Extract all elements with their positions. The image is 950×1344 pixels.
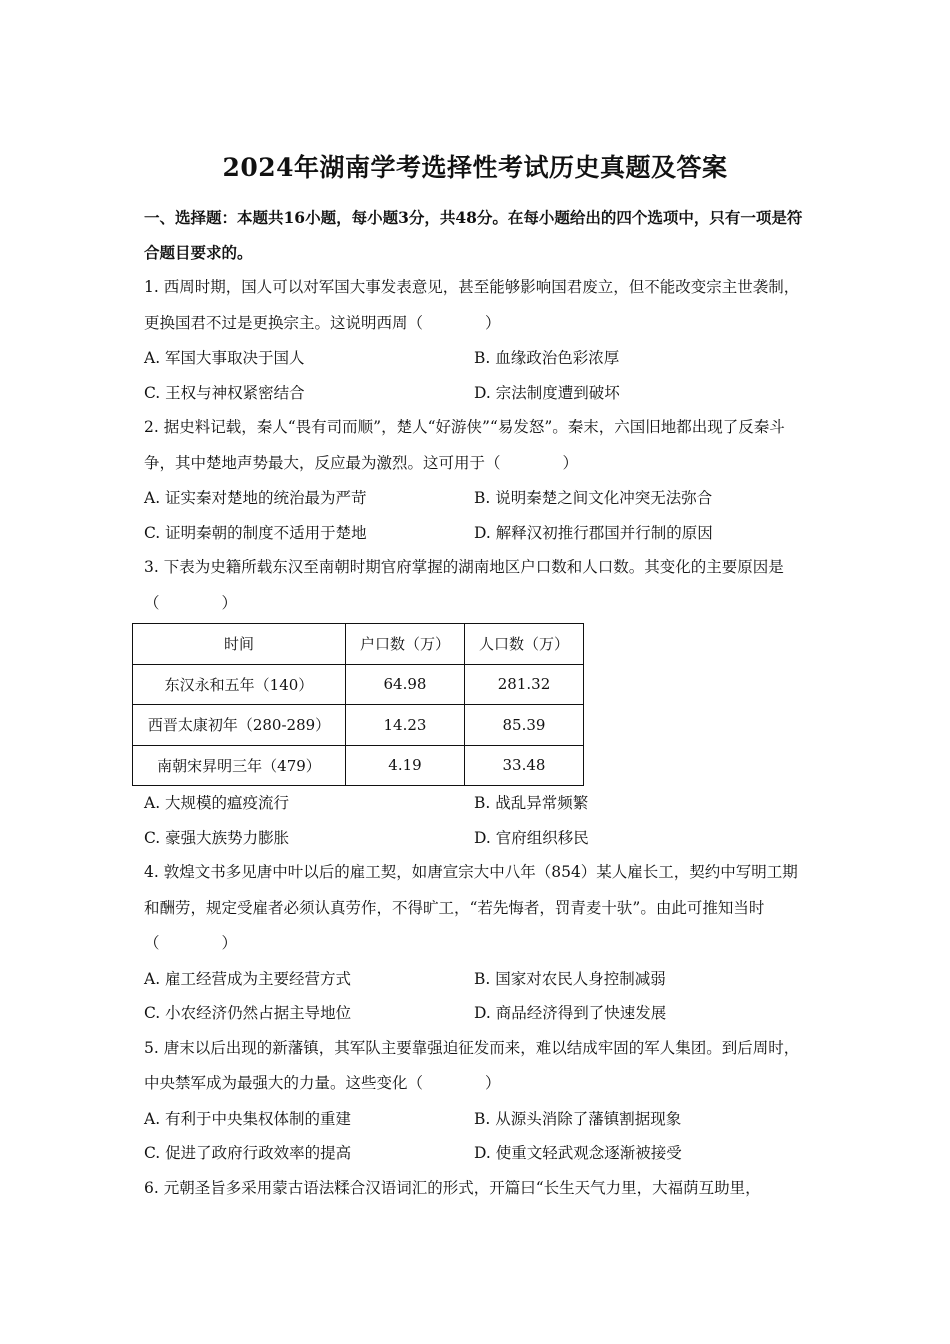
question-stem: 2. 据史料记载，秦人“畏有司而顺”，楚人“好游侠”“易发怒”。秦末，六国旧地都出现了反秦斗争，其中楚地声势最大，反应最为激烈。这可用于（ ）	[144, 418, 785, 472]
table-row	[133, 745, 584, 786]
table-cell: 33.48	[465, 745, 584, 786]
option-b: B. 国家对农民人身控制减弱	[474, 969, 666, 988]
option-d: D. 使重文轻武观念逐渐被接受	[474, 1144, 682, 1162]
question-3	[144, 550, 810, 855]
question-stem: 1. 西周时期，国人可以对军国大事发表意见，甚至能够影响国君废立，但不能改变宗主世袭制，更换国君不过是更换宗主。这说明西周（ ）	[144, 278, 800, 332]
option-a: A. 大规模的瘟疫流行	[144, 794, 290, 812]
table-cell: 南朝宋昇明三年（479）	[133, 745, 346, 786]
option-d: D. 宗法制度遭到破坏	[474, 383, 620, 402]
table-row	[133, 705, 584, 746]
option-b: B. 说明秦楚之间文化冲突无法弥合	[474, 489, 713, 507]
question-options	[144, 962, 810, 1031]
table-cell: 4.19	[346, 745, 465, 786]
option-a: A. 军国大事取决于国人	[144, 349, 305, 367]
question-1	[144, 270, 810, 410]
question-4	[144, 855, 810, 1031]
page-title: 2024年湖南学考选择性考试历史真题及答案	[222, 153, 728, 182]
population-table	[132, 623, 584, 786]
question-options	[144, 1102, 810, 1171]
question-options	[144, 786, 810, 855]
question-6	[144, 1171, 810, 1207]
table-cell: 东汉永和五年（140）	[133, 664, 346, 705]
question-options	[144, 341, 810, 410]
table-header-cell: 户口数（万）	[346, 624, 465, 665]
question-stem: 4. 敦煌文书多见唐中叶以后的雇工契，如唐宣宗大中八年（854）某人雇长工，契约中写明工期和酬劳，规定受雇者必须认真劳作，不得旷工，“若先悔者，罚青麦十驮”。由此可推知当时（ ）	[144, 863, 798, 952]
question-stem: 3. 下表为史籍所载东汉至南朝时期官府掌握的湖南地区户口数和人口数。其变化的主要原因是（ ）	[144, 558, 784, 612]
table-header-row	[133, 624, 584, 665]
question-options	[144, 481, 810, 550]
option-c: C. 豪强大族势力膨胀	[144, 828, 290, 847]
option-d: D. 解释汉初推行郡国并行制的原因	[474, 523, 713, 542]
option-c: C. 小农经济仍然占据主导地位	[144, 1004, 352, 1022]
option-c: C. 促进了政府行政效率的提高	[144, 1144, 352, 1162]
option-a: A. 有利于中央集权体制的重建	[144, 1109, 352, 1128]
option-b: B. 战乱异常频繁	[474, 794, 589, 812]
table-row	[133, 664, 584, 705]
table-cell: 64.98	[346, 664, 465, 705]
question-2	[144, 410, 810, 550]
option-c: C. 证明秦朝的制度不适用于楚地	[144, 523, 367, 542]
option-d: D. 官府组织移民	[474, 828, 589, 847]
option-b: B. 血缘政治色彩浓厚	[474, 349, 620, 367]
table-cell: 281.32	[465, 664, 584, 705]
question-5	[144, 1031, 810, 1171]
table-header-cell: 人口数（万）	[465, 624, 584, 665]
option-b: B. 从源头消除了藩镇割据现象	[474, 1109, 682, 1128]
document-body	[144, 200, 810, 1206]
option-a: A. 雇工经营成为主要经营方式	[144, 969, 352, 988]
option-c: C. 王权与神权紧密结合	[144, 383, 305, 402]
table-header-cell: 时间	[133, 624, 346, 665]
table-cell: 14.23	[346, 705, 465, 746]
option-d: D. 商品经济得到了快速发展	[474, 1004, 667, 1022]
option-a: A. 证实秦对楚地的统治最为严苛	[144, 489, 367, 507]
table-cell: 西晋太康初年（280-289）	[133, 705, 346, 746]
question-stem: 6. 元朝圣旨多采用蒙古语法糅合汉语词汇的形式，开篇曰“长生天气力里，大福荫互助里，	[144, 1178, 761, 1197]
table-cell: 85.39	[465, 705, 584, 746]
section-heading: 一、选择题：本题共16小题，每小题3分，共48分。在每小题给出的四个选项中，只有一项是符合题目要求的。	[144, 208, 803, 262]
question-stem: 5. 唐末以后出现的新藩镇，其军队主要靠强迫征发而来，难以结成牢固的军人集团。到后周时，中央禁军成为最强大的力量。这些变化（ ）	[144, 1038, 800, 1092]
